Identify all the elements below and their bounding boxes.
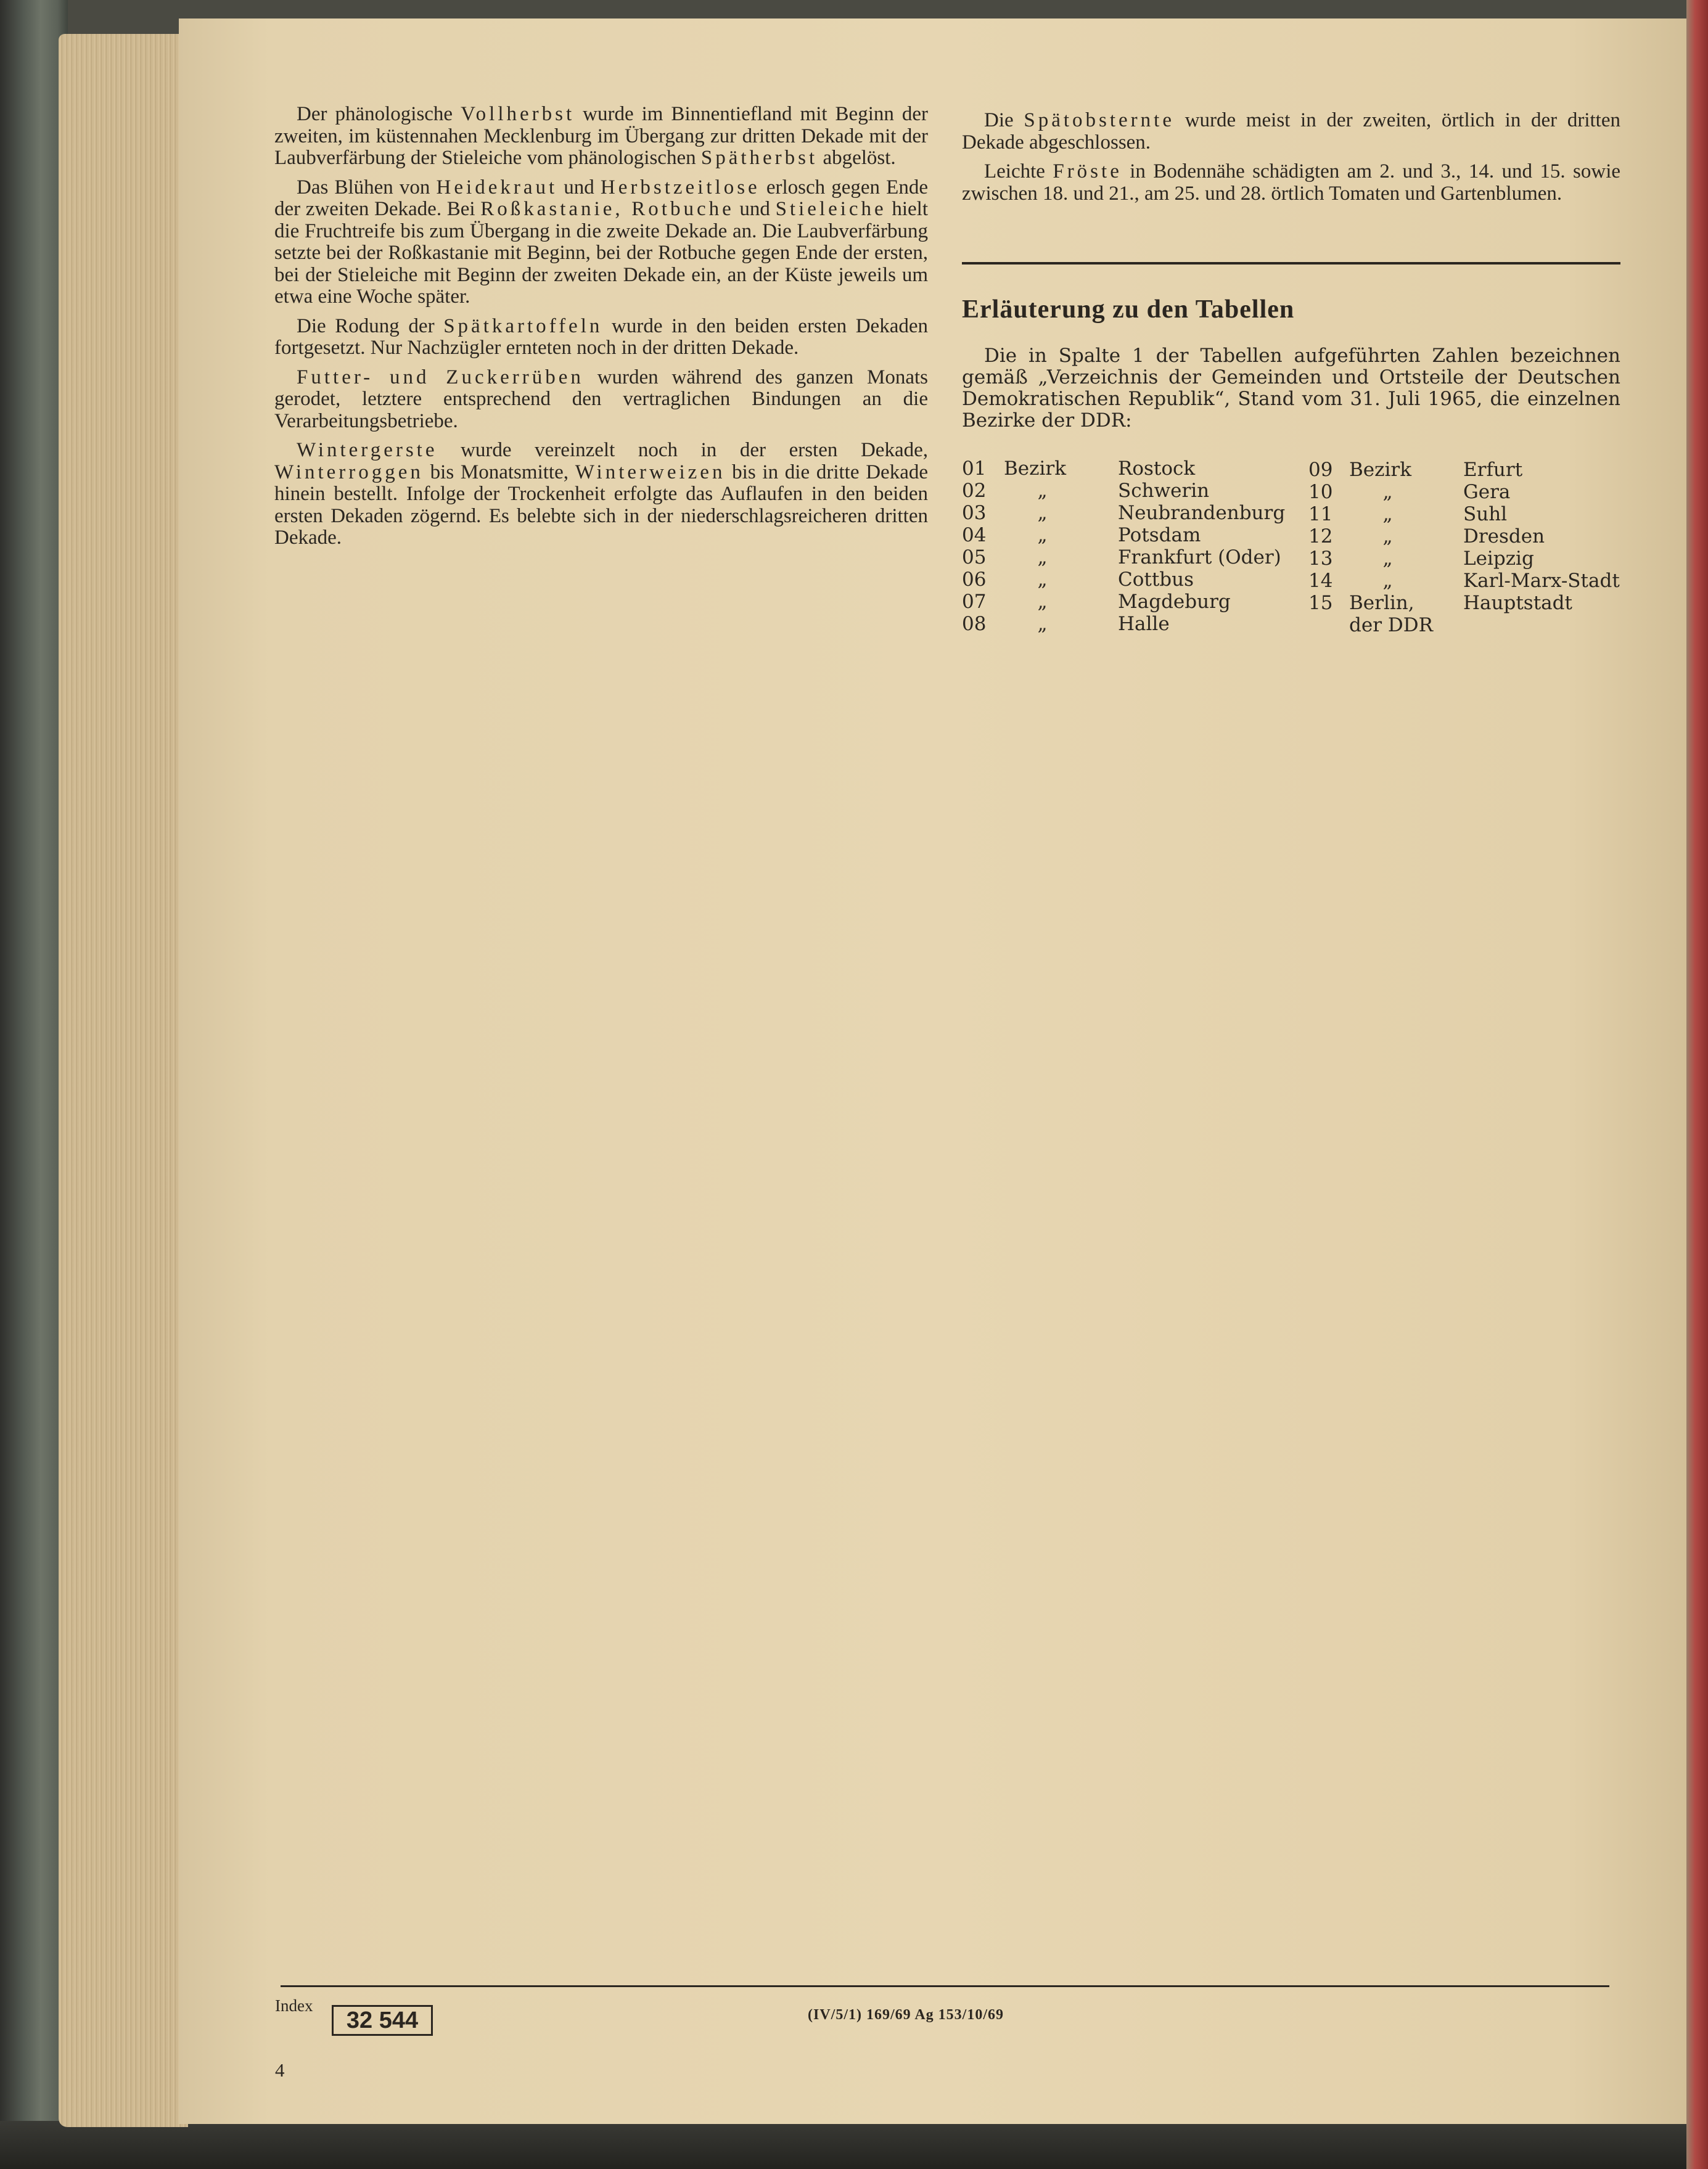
explanation-paragraph: Die in Spalte 1 der Tabellen aufgeführten Zahlen bezeichnen gemäß „Verzeichnis der Gemeinden und Ortsteile der Deutschen Demokratischen Republik“, Stand vom 31. Juli 1965, die einzelnen Bezirke der DDR:: [962, 345, 1620, 432]
district-number: 15: [1308, 592, 1333, 614]
district-number: 01: [962, 457, 987, 480]
district-list-left: [962, 457, 1285, 635]
district-name: Cottbus: [1118, 568, 1194, 591]
text-run: hielt die Fruchtreife bis zum Übergang in die zweite Dekade an. Die Laubverfärbung setzte bei der Roßkastanie mit Beginn, bei der Rotbuche gegen Ende der ersten, bei der Stieleiche mit Beginn der zweiten Dekade ein, an der Küste jeweils um etwa eine Woche später.: [274, 198, 928, 308]
text-run: und: [734, 198, 776, 220]
text-run: Die Rodung der: [297, 314, 444, 337]
paragraph-rueben: [274, 367, 928, 433]
spaced-term: Futter- und Zuckerrüben: [297, 366, 584, 388]
district-number: [1308, 614, 1349, 636]
district-row: [962, 524, 1285, 546]
district-label: „: [1382, 570, 1393, 592]
section-divider: [962, 262, 1620, 264]
spaced-term: Roßkastanie, Rotbuche: [480, 198, 734, 220]
text-run: und: [557, 176, 601, 199]
district-row: [962, 568, 1285, 591]
district-label: „: [1037, 613, 1048, 635]
district-name: Potsdam: [1118, 524, 1201, 546]
spaced-term: Spätherbst: [700, 147, 818, 169]
district-number: 08: [962, 613, 987, 635]
district-number: 09: [1308, 459, 1333, 481]
section-heading: Erläuterung zu den Tabellen: [962, 295, 1295, 324]
text-run: Das Blühen von: [297, 176, 437, 199]
book-cover-bottom: [0, 2121, 1708, 2169]
district-row: [1308, 592, 1620, 614]
paragraph-kartoffeln: [274, 316, 928, 359]
left-column: [274, 104, 928, 557]
district-row: [962, 480, 1285, 502]
index-number: 32 544: [332, 2005, 433, 2036]
book-cover-edge: [0, 0, 68, 2169]
index-label: Index: [275, 1996, 313, 2015]
paragraph-vollherbst: [274, 104, 928, 170]
text-run: Die: [984, 109, 1024, 131]
district-row: [1308, 481, 1620, 503]
text-run: wurde in den beiden ersten Dekaden fortgesetzt. Nur Nachzügler ernteten noch in der dritten Dekade.: [274, 314, 928, 359]
district-row: [962, 457, 1285, 480]
text-run: in Bodennähe schädigten am 2. und 3., 14. und 15. sowie zwischen 18. und 21., am 25. und 28. örtlich Tomaten und Gartenblumen.: [962, 160, 1621, 205]
spaced-term: Fröste: [1053, 160, 1122, 182]
district-row: [1308, 459, 1620, 481]
district-number: 13: [1308, 547, 1333, 570]
district-name: Neubrandenburg: [1118, 502, 1286, 524]
district-label: der DDR: [1349, 614, 1433, 636]
binding-edge: [1686, 0, 1708, 2169]
district-number: 10: [1308, 481, 1333, 503]
district-name: Erfurt: [1463, 459, 1523, 481]
spaced-term: Vollherbst: [461, 103, 575, 125]
district-label: „: [1037, 591, 1048, 613]
text-run: bis in die dritte Dekade hinein bestellt. Infolge der Trockenheit erfolgte das Auflaufen in den beiden ersten Dekaden zögernd. Es belebte sich in der niederschlagsreicheren dritten Dekade.: [274, 461, 928, 549]
district-row: [1308, 570, 1620, 592]
text-run: wurde vereinzelt noch in der ersten Dekade,: [437, 439, 928, 461]
district-name: Frankfurt (Oder): [1118, 546, 1281, 568]
district-number: 05: [962, 546, 987, 568]
district-number: 06: [962, 568, 987, 591]
spaced-term: Spätkartoffeln: [443, 314, 603, 337]
district-name: Leipzig: [1463, 547, 1534, 570]
district-name: Gera: [1463, 481, 1511, 503]
district-row: [962, 546, 1285, 568]
district-label: Bezirk: [1349, 459, 1411, 481]
district-number: 02: [962, 480, 987, 502]
district-row: [1308, 525, 1620, 547]
footer-rule: [281, 1985, 1609, 1987]
page-stack: [59, 34, 188, 2127]
district-label: Bezirk: [1004, 457, 1066, 480]
district-label: Berlin,: [1349, 592, 1414, 614]
text-run: bis Monatsmitte,: [423, 461, 575, 483]
paragraph-froeste: [962, 161, 1620, 205]
district-number: 04: [962, 524, 987, 546]
district-label: „: [1037, 546, 1048, 568]
district-name: Halle: [1118, 613, 1170, 635]
district-label: „: [1037, 480, 1048, 502]
text-run: abgelöst.: [818, 147, 896, 169]
district-label: „: [1037, 568, 1048, 591]
paragraph-wintergetreide: [274, 440, 928, 549]
district-number: 03: [962, 502, 987, 524]
district-name: Schwerin: [1118, 480, 1210, 502]
district-name: Karl-Marx-Stadt: [1463, 570, 1620, 592]
district-name: Rostock: [1118, 457, 1196, 480]
spaced-term: Stieleiche: [775, 198, 887, 220]
spaced-term: Herbstzeitlose: [600, 176, 760, 199]
right-column: [962, 110, 1620, 212]
district-row: [962, 613, 1285, 635]
district-number: 11: [1308, 503, 1333, 525]
text-run: wurde meist in der zweiten, örtlich in der dritten Dekade abgeschlossen.: [962, 109, 1621, 154]
district-row: [1308, 547, 1620, 570]
district-number: 14: [1308, 570, 1333, 592]
spaced-term: Wintergerste: [297, 439, 438, 461]
district-name: Magdeburg: [1118, 591, 1231, 613]
district-name: Hauptstadt: [1463, 592, 1572, 614]
spaced-term: Winterroggen: [274, 461, 424, 483]
text-run: Der phänologische: [297, 103, 461, 125]
spaced-term: Spätobsternte: [1024, 109, 1175, 131]
spaced-term: Heidekraut: [436, 176, 558, 199]
district-label: „: [1037, 524, 1048, 546]
explanation-text: [962, 345, 1620, 432]
district-name: Dresden: [1463, 525, 1545, 547]
district-row: [1308, 503, 1620, 525]
district-row: [962, 591, 1285, 613]
page-number: 4: [275, 2059, 285, 2081]
paragraph-bluehen: [274, 177, 928, 308]
text-run: wurden während des ganzen Monats gerodet, letztere entsprechend den vertraglichen Bindungen an die Verarbeitungsbetriebe.: [274, 366, 928, 432]
district-label: „: [1382, 525, 1393, 547]
spaced-term: Winterweizen: [575, 461, 726, 483]
district-row: [1308, 614, 1620, 636]
district-list-right: [1308, 459, 1620, 636]
district-label: „: [1037, 502, 1048, 524]
text-run: wurde im Binnentiefland mit Beginn der zweiten, im küstennahen Mecklenburg im Übergang zur dritten Dekade mit der Laubverfärbung der Stieleiche vom phänologischen: [274, 103, 928, 169]
district-name: [1463, 614, 1620, 636]
district-number: 12: [1308, 525, 1333, 547]
district-label: „: [1382, 547, 1393, 570]
district-name: Suhl: [1463, 503, 1508, 525]
district-label: „: [1382, 503, 1393, 525]
paragraph-obsternte: [962, 110, 1620, 154]
district-label: „: [1382, 481, 1393, 503]
district-number: 07: [962, 591, 987, 613]
text-run: erlosch gegen Ende der zweiten Dekade. Bei: [274, 176, 928, 220]
print-code: (IV/5/1) 169/69 Ag 153/10/69: [808, 2007, 1004, 2023]
text-run: Leichte: [984, 160, 1053, 182]
district-row: [962, 502, 1285, 524]
